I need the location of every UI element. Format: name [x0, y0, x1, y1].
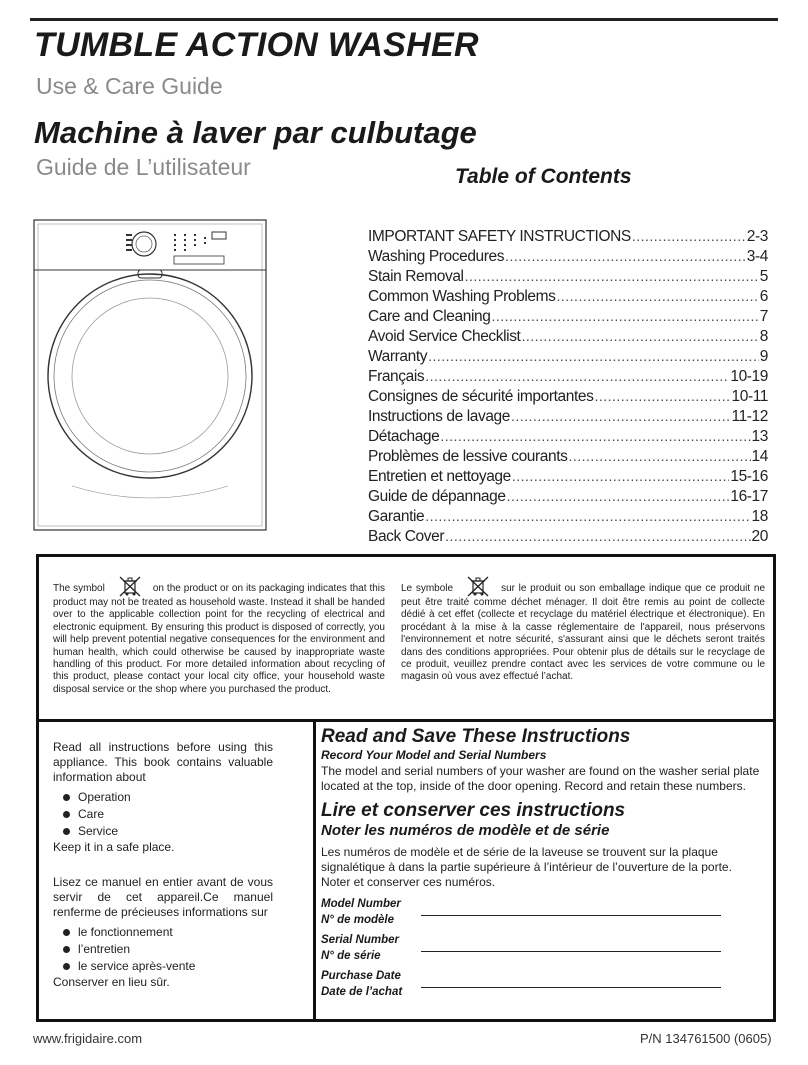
keep-safe-french: Conserver en lieu sûr.	[53, 975, 170, 989]
body-english: The model and serial numbers of your washer are found on the washer serial plate located at the top, inside of the door opening. Record and retain these numbers.	[321, 764, 760, 793]
bullet-icon	[63, 811, 70, 818]
toc-leader-dots	[594, 388, 730, 404]
bullet-icon	[63, 946, 70, 953]
subtitle-english: Use & Care Guide	[36, 73, 223, 99]
subheading-noter-numeros: Noter les numéros de modèle et de série	[321, 822, 610, 839]
toc-entry-page: 10-11	[731, 388, 768, 405]
toc-entry-page: 14	[751, 448, 768, 465]
toc-leader-dots	[428, 348, 759, 364]
toc-entry-page: 5	[759, 268, 768, 285]
serial-number-field	[321, 932, 761, 968]
toc-entry-label: Washing Procedures	[368, 248, 505, 265]
field-label-en: Purchase Date	[321, 970, 401, 982]
toc-leader-dots	[425, 368, 729, 384]
toc-entry-label: IMPORTANT SAFETY INSTRUCTIONS	[368, 228, 631, 245]
toc-entry[interactable]	[368, 488, 768, 508]
toc-entry-page: 10-19	[730, 368, 768, 385]
toc-entry[interactable]	[368, 468, 768, 488]
toc-leader-dots	[512, 468, 729, 484]
toc-entry-label: Back Cover	[368, 528, 445, 545]
toc-entry-label: Warranty	[368, 348, 428, 365]
field-label-en: Serial Number	[321, 934, 399, 946]
toc-entry-label: Problèmes de lessive courants	[368, 448, 568, 465]
toc-leader-dots	[521, 328, 758, 344]
intro-french: Lisez ce manuel en entier avant de vous servir de cet appareil.Ce manuel renferme de précieuses informations sur	[53, 875, 273, 919]
toc-entry-page: 8	[759, 328, 768, 345]
subheading-record-numbers: Record Your Model and Serial Numbers	[321, 748, 547, 762]
list-item	[53, 823, 273, 840]
toc-entry[interactable]	[368, 248, 768, 268]
list-item	[53, 958, 273, 975]
toc-leader-dots	[507, 488, 730, 504]
website-link[interactable]: www.frigidaire.com	[33, 1031, 143, 1046]
recycling-fr-lead: Le symbole	[401, 583, 454, 594]
list-item	[53, 941, 273, 958]
field-label-fr: N° de modèle	[321, 914, 394, 926]
toc-leader-dots	[491, 308, 758, 324]
toc-leader-dots	[440, 428, 750, 444]
body-french: Les numéros de modèle et de série de la laveuse se trouvent sur la plaque signalétique à dans la partie supérieure à l’intérieur de l’ouverture de la porte. Noter et conserver ces numéros.	[321, 845, 732, 889]
subtitle-french: Guide de L’utilisateur	[36, 154, 251, 180]
toc-entry-label: Consignes de sécurité importantes	[368, 388, 594, 405]
toc-leader-dots	[465, 268, 759, 284]
crossed-out-bin-icon	[465, 575, 491, 597]
recycling-text-english	[53, 575, 385, 696]
toc-entry-label: Français	[368, 368, 425, 385]
list-item-label: le fonctionnement	[78, 925, 173, 939]
recycling-text-french	[401, 575, 765, 684]
recycling-en-body: on the product or on its packaging indicates that this product may not be treated as household waste. Instead it shall be handed over to the applicable collection point for the recycling of electrical and electronic equipment. By ensuring this product is disposed of correctly, you will help prevent potential negative consequences for the environment and human health, which could otherwise be caused by inappropriate waste handling of this product. For more detailed information about recycling of this product, please contact your local city office, your household waste disposal service or the shop where you purchased the product.	[53, 583, 386, 695]
toc-entry[interactable]	[368, 228, 768, 248]
toc-entry-page: 6	[759, 288, 768, 305]
list-item	[53, 789, 273, 806]
list-item-label: Operation	[78, 790, 131, 804]
bullet-list-english	[53, 789, 273, 840]
toc-leader-dots	[557, 288, 759, 304]
serial-number-line[interactable]	[421, 951, 721, 952]
toc-entry-label: Care and Cleaning	[368, 308, 491, 325]
instructions-box	[36, 720, 776, 1022]
bullet-icon	[63, 794, 70, 801]
toc-entry[interactable]	[368, 348, 768, 368]
toc-entry[interactable]	[368, 308, 768, 328]
toc-entry[interactable]	[368, 508, 768, 528]
toc-entry-label: Avoid Service Checklist	[368, 328, 521, 345]
toc-entry-page: 9	[759, 348, 768, 365]
heading-lire-conserver: Lire et conserver ces instructions	[321, 800, 626, 821]
bullet-icon	[63, 828, 70, 835]
list-item-label: Service	[78, 824, 119, 838]
toc-entry[interactable]	[368, 288, 768, 308]
crossed-out-bin-icon	[117, 575, 143, 597]
toc-entry[interactable]	[368, 408, 768, 428]
toc-entry-page: 7	[759, 308, 768, 325]
purchase-date-field	[321, 968, 761, 1004]
field-label-fr: N° de série	[321, 950, 381, 962]
toc-entry[interactable]	[368, 268, 768, 288]
part-number: P/N 134761500 (0605)	[640, 1031, 772, 1046]
toc-entry-page: 15-16	[730, 468, 768, 485]
bullet-icon	[63, 929, 70, 936]
toc-entry-page: 18	[751, 508, 768, 525]
title-french: Machine à laver par culbutage	[34, 115, 477, 150]
toc-entry[interactable]	[368, 428, 768, 448]
table-of-contents	[368, 228, 768, 548]
toc-entry-page: 3-4	[746, 248, 768, 265]
read-instructions-panel	[53, 740, 273, 990]
toc-entry-page: 2-3	[746, 228, 768, 245]
heading-read-save: Read and Save These Instructions	[321, 726, 631, 747]
field-label-fr: Date de l’achat	[321, 986, 403, 998]
toc-leader-dots	[632, 228, 746, 244]
toc-entry[interactable]	[368, 328, 768, 348]
list-item-label: le service après-vente	[78, 959, 196, 973]
recycling-fr-body: sur le produit ou son emballage indique que ce produit ne peut être traité comme déchet ménager. Il doit être remis au point de collecte dédié à cet effet (collecte et recyclage du matériel électrique et électronique). En procédant à la mise à la casse réglementaire de l'appareil, nous préservons l'environnement et notre sécurité, s'assurant ainsi que le déchets seront traités dans des conditions appropriées. Pour obtenir plus de détails sur le recyclage de ce produit, veuillez prendre contact avec les services de votre commune ou le magasin où vous avez effectué l’achat.	[401, 583, 766, 683]
record-numbers-panel	[321, 726, 761, 1004]
toc-entry-page: 16-17	[730, 488, 768, 505]
toc-entry-label: Stain Removal	[368, 268, 464, 285]
list-item	[53, 806, 273, 823]
bullet-list-french	[53, 924, 273, 975]
toc-entry-page: 20	[751, 528, 768, 545]
toc-leader-dots	[568, 448, 750, 464]
purchase-date-line[interactable]	[421, 987, 721, 988]
recycling-notice-box	[36, 554, 776, 722]
toc-entry[interactable]	[368, 528, 768, 548]
list-item-label: Care	[78, 807, 105, 821]
toc-entry-label: Détachage	[368, 428, 440, 445]
toc-leader-dots	[505, 248, 746, 264]
list-item	[53, 924, 273, 941]
washer-illustration	[32, 218, 268, 532]
toc-leader-dots	[445, 528, 750, 544]
model-number-line[interactable]	[421, 915, 721, 916]
title-english: TUMBLE ACTION WASHER	[34, 26, 479, 64]
toc-entry-label: Garantie	[368, 508, 425, 525]
toc-entry-label: Common Washing Problems	[368, 288, 556, 305]
field-label-en: Model Number	[321, 898, 401, 910]
list-item-label: l’entretien	[78, 942, 131, 956]
toc-title: Table of Contents	[455, 165, 632, 188]
toc-entry[interactable]	[368, 388, 768, 408]
toc-entry-label: Entretien et nettoyage	[368, 468, 511, 485]
bullet-icon	[63, 963, 70, 970]
toc-entry-label: Guide de dépannage	[368, 488, 506, 505]
toc-entry-label: Instructions de lavage	[368, 408, 510, 425]
keep-safe-english: Keep it in a safe place.	[53, 840, 175, 854]
toc-entry-page: 11-12	[731, 408, 768, 425]
recycling-en-lead: The symbol	[53, 583, 105, 594]
model-number-field	[321, 896, 761, 932]
toc-entry[interactable]	[368, 368, 768, 388]
toc-entry[interactable]	[368, 448, 768, 468]
intro-english: Read all instructions before using this appliance. This book contains valuable information about	[53, 740, 273, 784]
header-rule	[30, 18, 778, 21]
toc-leader-dots	[425, 508, 750, 524]
column-divider	[313, 720, 316, 1019]
toc-entry-page: 13	[751, 428, 768, 445]
toc-leader-dots	[511, 408, 731, 424]
